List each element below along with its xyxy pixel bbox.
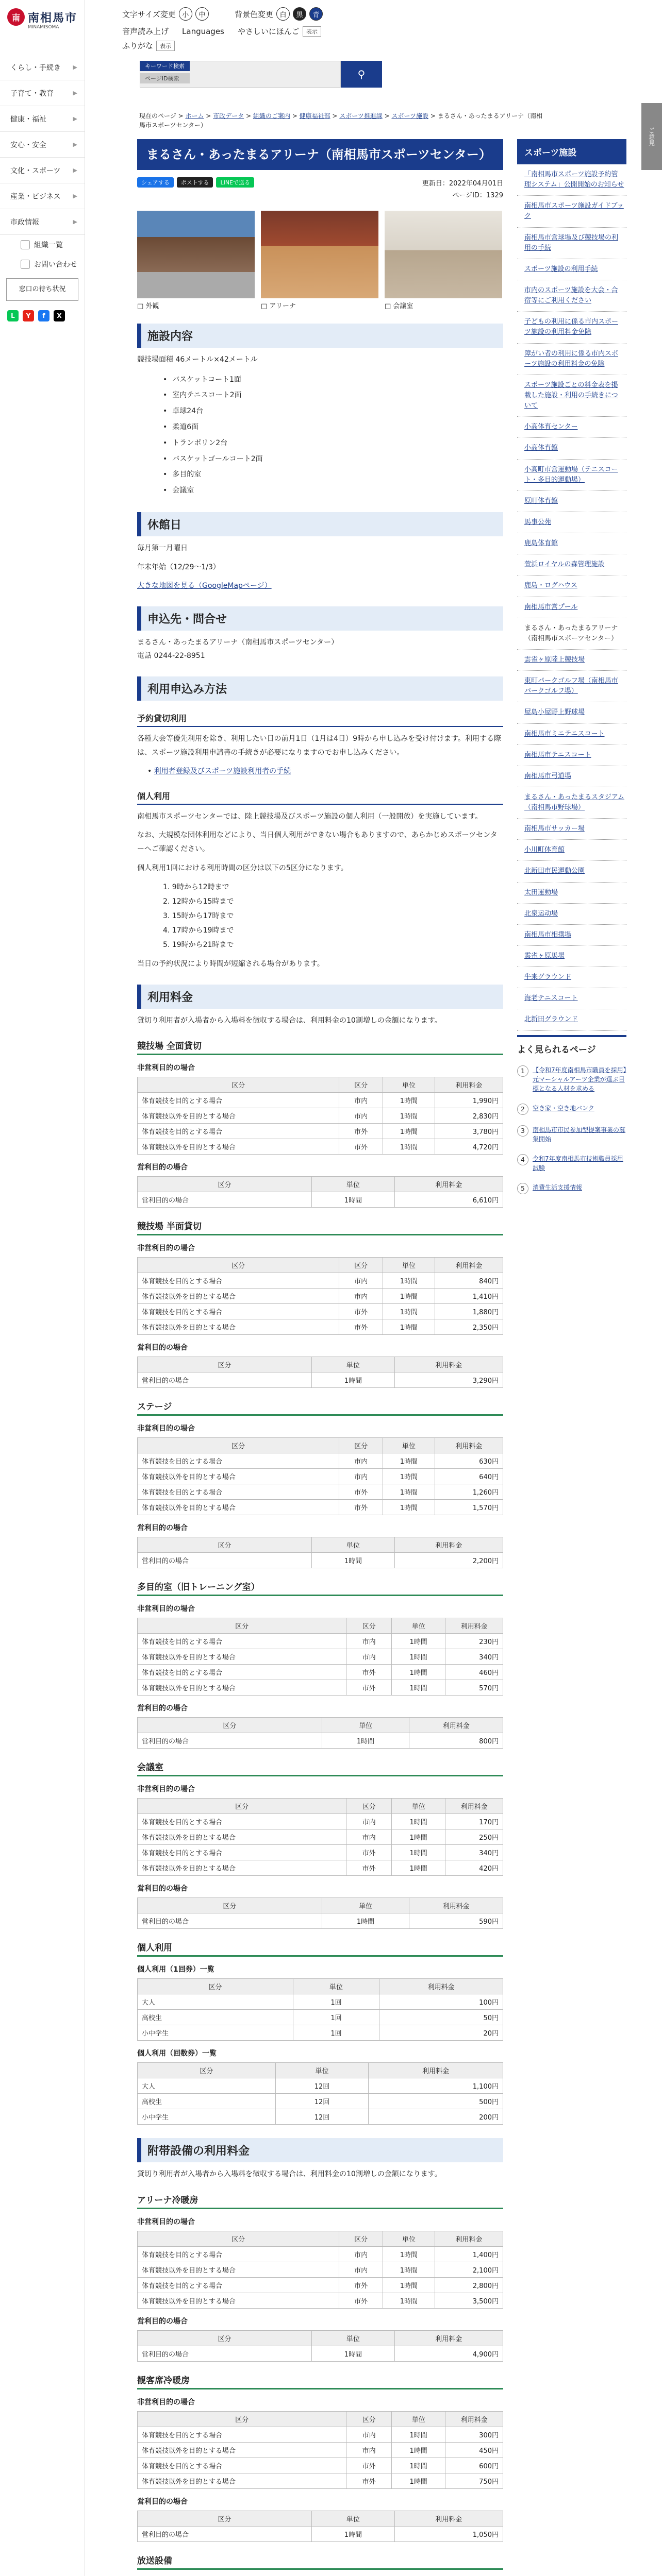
multi-room-heading: 多目的室（旧トレーニング室） [137,1580,503,1596]
menu-item[interactable]: くらし・手続き ▶ [0,55,85,80]
table-row: 体育競技以外を目的とする場合 市内 1時間 2,100円 [138,2262,503,2277]
photo-caption: □ アリーナ [261,302,296,310]
profit-label: 営利目的の場合 [137,1344,188,1352]
sidebar-link[interactable]: 南相馬市スポーツ施設ガイドブック [524,202,624,221]
section-fees: 利用料金 [137,985,503,1009]
line-share-button[interactable]: LINEで送る [216,177,254,188]
share-row [137,177,503,188]
chevron-right-icon: ▶ [73,193,77,199]
table-row: 体育競技以外を目的とする場合 市外 1時間 570円 [138,1680,503,1696]
popular-pages [517,1035,626,1199]
photo-arena [261,211,378,310]
sidebar-link[interactable]: 鹿島・ログハウス [524,582,577,590]
tab-keyword-search[interactable]: キーワード検索 [140,61,190,71]
sidebar-link[interactable]: 萱浜ロイヤルの森管理施設 [524,561,605,569]
chevron-right-icon: ▶ [73,141,77,148]
sidebar-link[interactable]: 小高町市営運動場（テニスコート・多目的運動場） [524,465,618,484]
facebook-share-button[interactable]: シェアする [137,177,174,188]
sidebar-item [517,650,626,671]
sidebar-item [517,460,626,491]
chevron-right-icon: ▶ [73,115,77,122]
sidebar-link[interactable]: 北新田市民運動公園 [524,867,585,875]
popular-title: よく見られるページ [517,1044,596,1055]
table-row: 体育競技以外を目的とする場合 市内 1時間 640円 [138,1469,503,1484]
closed-line: 年末年始（12/29～1/3） [137,563,220,571]
mail-icon [21,260,30,269]
sidebar-link[interactable]: 南相馬市テニスコート [524,751,591,759]
table-row: 体育競技以外を目的とする場合 市内 1時間 450円 [138,2442,503,2458]
guest-cooling-profit-table: 区分 単位 利用料金 営利目的の場合 1時間 1,050円 [137,2511,503,2542]
guest-cooling-heading: 観客席冷暖房 [137,2373,503,2389]
arena-all-table: 区分 区分 単位 利用料金 体育競技を目的とする場合 市内 1時間 1,990円 体育競技以外を目的とする場合 市内 1時間 2,830円 体育競技を目的とする場合 市外 1時間 3,780円 体育競技以外を目的とする場合 市外 1時間 4,720円 [137,1077,503,1155]
sidebar-link[interactable]: 子どもの利用に係る市内スポーツ施設の利用料金免除 [524,318,619,336]
sidebar-item [517,344,626,375]
left-navigation [0,0,85,2576]
list-item: • 会議室 [163,483,503,499]
profit-label: 営利目的の場合 [137,2497,188,2506]
non-profit-label: 非営利目的の場合 [137,1064,195,1073]
chevron-right-icon: ▶ [73,90,77,96]
profit-label: 営利目的の場合 [137,1524,188,1533]
meeting-room-image [385,211,502,298]
sidebar-link[interactable]: 太田運動場 [524,888,558,896]
sidebar-item [517,766,626,787]
page-id: ページID：1329 [452,192,503,199]
sidebar-item [517,375,626,417]
sidebar-item [517,967,626,988]
menu-item[interactable]: 健康・福祉 ▶ [0,106,85,132]
org-list-link[interactable]: 組織一覧 [0,235,85,255]
section-facility: 施設内容 [137,324,503,348]
breadcrumb-item[interactable]: スポーツ施設 [391,112,429,120]
list-item: • 多目的室 [163,467,503,483]
sns-links [0,305,85,327]
youtube-icon[interactable]: Y [23,310,34,321]
non-profit-label: 非営利目的の場合 [137,1605,195,1614]
facility-intro: 競技場面積 46メートル×42メートル [137,355,258,364]
page-title: まるさん・あったまるアリーナ（南相馬市スポーツセンター） [137,139,503,170]
stage-profit-table: 区分 単位 利用料金 営利目的の場合 1時間 2,200円 [137,1537,503,1568]
popular-item: 5 消費生活支援情報 [517,1178,626,1199]
search-icon: ⚲ [357,69,366,80]
sidebar-link[interactable]: 南相馬市営球場及び競技場の利用の手続 [524,233,619,252]
sidebar-item [517,988,626,1009]
photo-gallery [137,211,503,310]
menu-item[interactable]: 文化・スポーツ ▶ [0,158,85,183]
list-item: 3. 15時から17時まで [163,912,234,921]
table-row: 営利目的の場合 1時間 4,900円 [138,2346,503,2361]
table-row: 体育競技以外を目的とする場合 市内 1時間 340円 [138,1649,503,1665]
sidebar-item [517,925,626,946]
section-closed-days: 休館日 [137,512,503,536]
table-row: 体育競技以外を目的とする場合 市外 1時間 4,720円 [138,1139,503,1155]
time-slots [163,880,503,952]
table-row: 体育競技を目的とする場合 市内 1時間 170円 [138,1814,503,1829]
table-row: 営利目的の場合 1時間 800円 [138,1733,503,1749]
x-icon[interactable]: X [54,310,65,321]
x-share-button[interactable]: ポストする [177,177,213,188]
meeting-room-heading: 会議室 [137,1760,503,1776]
right-sidebar [517,139,626,1199]
reserve-heading: 予約貸切利用 [137,712,503,727]
sidebar-item [517,312,626,343]
sidebar-item [517,438,626,459]
photo-caption: □ 会議室 [385,302,413,310]
profit-label: 営利目的の場合 [137,1163,188,1172]
table-row: 体育競技を目的とする場合 市外 1時間 600円 [138,2458,503,2473]
apply-name: まるさん・あったまるアリーナ（南相馬市スポーツセンター） [137,638,339,647]
cooling-profit-table: 区分 単位 利用料金 営利目的の場合 1時間 4,900円 [137,2330,503,2362]
sidebar-link[interactable]: 小高体育センター [524,423,578,431]
sidebar-item-current [517,618,626,650]
popular-item: 3 南相馬市市民参加型提案事業の募集開始 [517,1120,626,1149]
table-row: 大人 12回 1,100円 [138,2078,503,2094]
search-button[interactable] [341,61,382,88]
table-row: 体育競技以外を目的とする場合 市外 1時間 3,500円 [138,2293,503,2308]
sidebar-link[interactable]: 小高体育館 [524,444,558,452]
font-mid-button[interactable]: 中 [195,7,209,21]
sidebar-item [517,491,626,512]
sidebar-link[interactable]: 小川町体育館 [524,846,565,854]
individual-pass-label: 個人利用（回数券）一覧 [137,2049,217,2058]
main-content: まるさん・あったまるアリーナ（南相馬市スポーツセンター） シェアする ポストする LINEで送る 更新日：2022年04月01日 ページID：1329 □ 外観 □ アリーナ □ 会議室 施設内容 競技場面積 46メートル×42メートル • バスケットコート1面 • 室内テニスコート2面 • 卓球24台 • 柔道6面 • トランポリン2台 • バスケットゴールコート2面 • 多目的室 • 会議室 休館日 毎月第一月曜日 年末年始（12/29～1/3） 大きな地図を見る（GoogleMapページ） 申込先・問合せ まるさん・あったまるアリーナ（南相馬市スポーツセンター） 電話 0244-22-8951 利用申込み方法 予約貸切利用 各種大会等優先利用を除き、利用したい日の前月1日（1月は4日）9時から申し込みを受け付けます。利用する際は、スポーツ施設利用申請書の手続きが必要になりますのでお申し込みください。 • 利用者登録及びスポーツ施設利用者の手続 個人利用 南相馬市スポーツセンターでは、陸上競技場及びスポーツ施設の個人利用（一般開放）を実施しています。 なお、大規模な団体利用などにより、当日個人利用ができない場合もありますので、あらかじめスポーツセンターへご確認ください。 個人利用1回における利用時間の区分は以下の5区分になります。 1. 9時から12時まで 2. 12時から15時まで 3. 15時から17時まで 4. 17時から19時まで 5. 19時から21時まで 当日の予約状況により時間が短縮される場合があります。 利用料金 貸切り利用者が入場者から入場料を徴収する場合は、利用料金の10割増しの金額になります。 競技場 全面貸切 非営利目的の場合 区分 区分 単位 利用料金 体育競技を目的とする場合 市内 1時間 1,990円 体育競技以外を目的とする場合 市内 1時間 2,830円 体育競技を目的とする場合 市外 1時間 3,780円 体育競技以外を目的とする場合 市外 1時間 4,720円 営利目的の場合 区分 単位 利用料金 営利目的の場合 1時間 6,610円 競技場 半面貸切 非営利目的の場合 区分 区分 単位 利用料金 体育競技を目的とする場合 市内 1時間 840円 体育競技以外を目的とする場合 市内 1時間 1,410円 体育競技を目的とする場合 市外 1時間 1,880円 体育競技以外を目的とする場合 市外 1時間 2,350円 営利目的の場合 区分 単位 利用料金 営利目的の場合 1時間 3,290円 ステージ 非営利目的の場合 区分 区分 単位 利用料金 体育競技を目的とする場合 市内 1時間 630円 体育競技以外を目的とする場合 市内 1時間 640円 体育競技を目的とする場合 市外 1時間 1,260円 体育競技以外を目的とする場合 市外 1時間 1,570円 営利目的の場合 区分 単位 利用料金 営利目的の場合 1時間 2,200円 多目的室（旧トレーニング室） 非営利目的の場合 区分 区分 単位 利用料金 体育競技を目的とする場合 市内 1時間 230円 体育競技以外を目的とする場合 市内 1時間 340円 体育競技を目的とする場合 市外 1時間 460円 体育競技以外を目的とする場合 市外 1時間 570円 営利目的の場合 区分 単位 利用料金 営利目的の場合 1時間 800円 会議室 非営利目的の場合 区分 区分 単位 利用料金 体育競技を目的とする場合 市内 1時間 170円 体育競技以外を目的とする場合 市内 1時間 250円 体育競技を目的とする場合 市外 1時間 340円 体育競技以外を目的とする場合 市外 1時間 420円 営利目的の場合 区分 単位 利用料金 営利目的の場合 1時間 590円 個人利用 個人利用（1回券）一覧 区分 単位 利用料金 大人 1回 100円 高校生 1回 50円 小中学生 1回 20円 個人利用（回数券）一覧 区分 単位 利用料金 大人 12回 1,100円 高校生 12回 500円 小中学生 12回 200円 附帯設備の利用料金 貸切り利用者が入場者から入場料を徴収する場合は、利用料金の10割増しの金額になります。 アリーナ冷暖房 非営利目的の場合 区分 区分 単位 利用料金 体育競技を目的とする場合 市内 1時間 1,400円 体育競技以外を目的とする場合 市内 1時間 2,100円 体育競技を目的とする場合 市外 1時間 2,800円 体育競技以外を目的とする場合 市外 1時間 3,500円 営利目的の場合 区分 単位 利用料金 営利目的の場合 1時間 4,900円 観客席冷暖房 非営利目的の場合 区分 区分 単位 利用料金 体育競技を目的とする場合 市内 1時間 300円 体育競技以外を目的とする場合 市内 1時間 450円 体育競技を目的とする場合 市外 1時間 600円 体育競技以外を目的とする場合 市外 1時間 750円 営利目的の場合 区分 単位 利用料金 営利目的の場合 1時間 1,050円 放送設備 [137,139,503,2576]
ruby-show-button[interactable]: 表示 [156,41,175,51]
sidebar-link[interactable]: 屋島小屋野上野球場 [524,708,585,717]
section-usage: 利用申込み方法 [137,676,503,701]
table-row: 体育競技以外を目的とする場合 市外 1時間 2,350円 [138,1319,503,1335]
list-item: • 柔道6面 [163,419,503,435]
cooling-table: 区分 区分 単位 利用料金 体育競技を目的とする場合 市内 1時間 1,400円 体育競技以外を目的とする場合 市内 1時間 2,100円 体育競技を目的とする場合 市外 1時間 2,800円 体育競技以外を目的とする場合 市外 1時間 3,500円 [137,2231,503,2309]
non-profit-label: 非営利目的の場合 [137,2398,195,2406]
list-item: • 室内テニスコート2面 [163,387,503,403]
popular-link[interactable]: 空き家・空き地バンク [533,1104,594,1112]
sidebar-link[interactable]: 馬事公苑 [524,518,552,526]
sidebar-item [517,554,626,575]
section-equipment-fees: 附帯設備の利用料金 [137,2138,503,2162]
table-row: 体育競技を目的とする場合 市外 1時間 3,780円 [138,1124,503,1139]
chevron-right-icon: ▶ [73,218,77,225]
breadcrumb-item[interactable]: 健康福祉部 [299,112,330,120]
sidebar-item [517,164,626,196]
sidebar-item [517,228,626,259]
arena-half-table: 区分 区分 単位 利用料金 体育競技を目的とする場合 市内 1時間 840円 体育競技以外を目的とする場合 市内 1時間 1,410円 体育競技を目的とする場合 市外 1時間 1,880円 体育競技以外を目的とする場合 市外 1時間 2,350円 [137,1257,503,1335]
table-row: 体育競技以外を目的とする場合 市外 1時間 420円 [138,1860,503,1876]
breadcrumb-item[interactable]: スポーツ推進課 [339,112,383,120]
table-row: 体育競技を目的とする場合 市内 1時間 1,400円 [138,2246,503,2262]
photo-exterior [137,211,255,310]
list-item: • バスケットゴールコート2面 [163,451,503,467]
arena-image [261,211,378,298]
list-item: 4. 17時から19時まで [163,926,234,935]
individual-day-table: 区分 単位 利用料金 大人 1回 100円 高校生 1回 50円 小中学生 1回 20円 [137,1978,503,2041]
popular-link[interactable]: 南相馬市市民参加型提案事業の募集開始 [533,1126,626,1143]
closed-line: 毎月第一月曜日 [137,544,188,552]
sidebar-item [517,533,626,554]
table-row: 体育競技を目的とする場合 市外 1時間 1,880円 [138,1304,503,1319]
individual-pass-table: 区分 単位 利用料金 大人 12回 1,100円 高校生 12回 500円 小中学生 12回 200円 [137,2062,503,2125]
sidebar-item [517,946,626,967]
popular-item: 4 令和7年度南相馬市技術職員採用試験 [517,1149,626,1178]
menu-item[interactable]: 安心・安全 ▶ [0,132,85,158]
chevron-right-icon: ▶ [73,167,77,174]
table-row: 小中学生 12回 200円 [138,2109,503,2125]
stage-heading: ステージ [137,1399,503,1416]
popular-link[interactable]: 【令和7年度南相馬市職員を採用】元マーシャルアーツ企業が選ぶ目標となる人材を求める [533,1066,626,1092]
table-row: 営利目的の場合 1時間 2,200円 [138,1553,503,1568]
sidebar-item [517,745,626,766]
table-row: 小中学生 1回 20円 [138,2025,503,2041]
table-row: 体育競技以外を目的とする場合 市内 1時間 250円 [138,1829,503,1845]
table-row: 体育競技を目的とする場合 市内 1時間 840円 [138,1273,503,1289]
sidebar-item [517,196,626,227]
table-row: 体育競技を目的とする場合 市外 1時間 340円 [138,1845,503,1860]
times-note: 当日の予約状況により時間が短縮される場合があります。 [137,960,324,969]
tab-page-id-search[interactable]: ページID検索 [140,73,190,83]
meeting-room-profit-table: 区分 単位 利用料金 営利目的の場合 1時間 590円 [137,1897,503,1929]
font-small-button[interactable]: 小 [179,7,192,21]
menu-item[interactable]: 産業・ビジネス ▶ [0,183,85,209]
easy-japanese-show-button[interactable]: 表示 [303,26,321,37]
sidebar-link[interactable]: 南相馬市弓道場 [524,772,572,780]
sidebar-item [517,1009,626,1030]
table-row: 体育競技を目的とする場合 市外 1時間 460円 [138,1665,503,1680]
list-item: • トランポリン2台 [163,435,503,451]
sidebar-link[interactable]: 南相馬市サッカー場 [524,825,585,833]
table-row: 高校生 12回 500円 [138,2094,503,2109]
sidebar-item [517,702,626,723]
window-wait-status-button[interactable]: 窓口の待ち状況 [6,278,78,301]
breadcrumb: 現在のページ > ホーム > 市政データ > 組織のご案内 > 健康福祉部 > スポーツ推進課 > スポーツ施設 > まるさん・あったまるアリーナ（南相馬市スポーツセンター） [139,112,543,129]
table-row: 体育競技を目的とする場合 市内 1時間 1,990円 [138,1093,503,1108]
reserve-text: 各種大会等優先利用を除き、利用したい日の前月1日（1月は4日）9時から申し込みを受け付けます。利用する際は、スポーツ施設利用申請書の手続きが必要になりますのでお申し込みください。 [137,734,501,757]
line-icon[interactable]: L [7,310,19,321]
arena-half-profit-table: 区分 単位 利用料金 営利目的の場合 1時間 3,290円 [137,1357,503,1388]
sidebar-link[interactable]: 鹿島体育館 [524,539,558,548]
individual-text: 個人利用1回における利用時間の区分は以下の5区分になります。 [137,863,348,872]
easy-japanese-link[interactable]: やさしいにほんご [237,27,300,36]
sidebar-link[interactable]: 障がい者の利用に係る市内スポーツ施設の利用料金の免除 [524,349,619,368]
table-row: 体育競技以外を目的とする場合 市内 1時間 2,830円 [138,1108,503,1124]
main-menu [0,55,85,235]
font-size-label: 文字サイズ変更 [122,9,176,19]
languages-link[interactable]: Languages [182,26,224,36]
individual-fee-heading: 個人利用 [137,1940,503,1957]
sidebar-title: スポーツ施設 [517,139,626,164]
non-profit-label: 非営利目的の場合 [137,2217,195,2226]
sidebar-link[interactable]: まるさん・あったまるスタジアム（南相馬市野球場） [524,793,624,812]
sidebar-link[interactable]: 南相馬市営プール [524,603,578,611]
sidebar-item [517,861,626,882]
list-item: 2. 12時から15時まで [163,897,234,906]
table-row: 体育競技を目的とする場合 市外 1時間 2,800円 [138,2277,503,2293]
stage-table: 区分 区分 単位 利用料金 体育競技を目的とする場合 市内 1時間 630円 体育競技以外を目的とする場合 市内 1時間 640円 体育競技を目的とする場合 市外 1時間 1,260円 体育競技以外を目的とする場合 市外 1時間 1,570円 [137,1437,503,1515]
sidebar-link[interactable]: 牛来グラウンド [524,973,572,981]
color-black-button[interactable]: 黒 [293,7,306,21]
sidebar-link[interactable]: 市内のスポーツ施設を大会・合宿等にご利用ください [524,286,618,305]
sidebar-link[interactable]: 雲雀ヶ原馬場 [524,952,565,960]
color-label: 背景色変更 [235,9,274,19]
read-aloud-link[interactable]: 音声読み上げ [122,27,169,36]
sidebar-item [517,724,626,745]
table-row: 営利目的の場合 1時間 6,610円 [138,1192,503,1208]
breadcrumb-label: 現在のページ [139,112,176,120]
table-row: 高校生 1回 50円 [138,2010,503,2025]
individual-text: なお、大規模な団体利用などにより、当日個人利用ができない場合もありますので、あらかじめスポーツセンターへご確認ください。 [137,831,498,853]
meeting-room-table: 区分 区分 単位 利用料金 体育競技を目的とする場合 市内 1時間 170円 体育競技以外を目的とする場合 市内 1時間 250円 体育競技を目的とする場合 市外 1時間 340円 体育競技以外を目的とする場合 市外 1時間 420円 [137,1798,503,1876]
chevron-right-icon: ▶ [73,64,77,71]
logo-mark: 南 [7,8,25,26]
list-item: 1. 9時から12時まで [163,883,229,892]
contact-link[interactable]: お問い合わせ [0,255,85,274]
arena-all-heading: 競技場 全面貸切 [137,1039,503,1055]
facility-list [163,372,503,499]
photo-meeting-room [385,211,502,310]
exterior-image [137,211,255,298]
photo-caption: □ 外観 [137,302,159,310]
popular-item: 2 空き家・空き地バンク [517,1098,626,1120]
sidebar-item [517,671,626,702]
sidebar-item [517,259,626,280]
arena-all-profit-table: 区分 単位 利用料金 営利目的の場合 1時間 6,610円 [137,1176,503,1208]
profit-label: 営利目的の場合 [137,1704,188,1713]
sidebar-link[interactable]: 原町体育館 [524,497,558,505]
breadcrumb-item[interactable]: 組織のご案内 [253,112,290,120]
sidebar-item [517,512,626,533]
updated-date: 更新日：2022年04月01日 [422,179,503,188]
arena-half-heading: 競技場 半面貸切 [137,1219,503,1235]
section-apply: 申込先・問合せ [137,606,503,631]
sidebar-item [517,280,626,312]
profit-label: 営利目的の場合 [137,2317,188,2326]
broadcast-heading: 放送設備 [137,2553,503,2570]
sidebar-item [517,417,626,438]
list-item: • バスケットコート1面 [163,372,503,388]
menu-item[interactable]: 市政情報 ▶ [0,209,85,235]
table-row: 営利目的の場合 1時間 590円 [138,1913,503,1929]
individual-day-label: 個人利用（1回券）一覧 [137,1965,214,1974]
sidebar-link[interactable]: 南相馬市ミニテニスコート [524,730,605,738]
sidebar-link[interactable]: スポーツ施設ごとの料金表を掲載した施設・利用の手続きについて [524,381,618,410]
feedback-tab[interactable]: ご意見 [641,103,662,170]
sidebar-item [517,575,626,597]
guest-cooling-table: 区分 区分 単位 利用料金 体育競技を目的とする場合 市内 1時間 300円 体育競技以外を目的とする場合 市内 1時間 450円 体育競技を目的とする場合 市外 1時間 600円 体育競技以外を目的とする場合 市外 1時間 750円 [137,2411,503,2489]
breadcrumb-home[interactable]: ホーム [185,112,204,120]
table-row: 営利目的の場合 1時間 1,050円 [138,2526,503,2541]
table-row: 体育競技を目的とする場合 市内 1時間 300円 [138,2427,503,2442]
sidebar-item [517,840,626,861]
sidebar-link[interactable]: 海老テニスコート [524,994,578,1003]
table-row: 体育競技以外を目的とする場合 市外 1時間 1,570円 [138,1500,503,1515]
table-row: 体育競技以外を目的とする場合 市内 1時間 1,410円 [138,1289,503,1304]
breadcrumb-item[interactable]: 市政データ [213,112,244,120]
sidebar-item [517,819,626,840]
org-icon [21,240,30,249]
list-item: • 卓球24台 [163,403,503,419]
non-profit-label: 非営利目的の場合 [137,1425,195,1433]
non-profit-label: 非営利目的の場合 [137,1244,195,1253]
header [85,0,662,93]
sidebar-item [517,883,626,904]
table-row: 体育競技以外を目的とする場合 市外 1時間 750円 [138,2473,503,2488]
table-row: 営利目的の場合 1時間 3,290円 [138,1372,503,1388]
sidebar-item [517,787,626,819]
fee-note: 貸切り利用者が入場者から入場料を徴収する場合は、利用料金の10割増しの金額になります。 [137,1016,442,1025]
site-logo[interactable] [0,0,85,26]
facebook-icon[interactable]: f [38,310,49,321]
sidebar-item [517,597,626,618]
sidebar-link[interactable]: 北新田グラウンド [524,1015,578,1024]
sidebar-link[interactable]: 東町パークゴルフ場（南相馬市パークゴルフ場） [524,677,618,696]
ruby-label: ふりがな [122,41,154,50]
cooling-heading: アリーナ冷暖房 [137,2193,503,2209]
table-row: 体育競技を目的とする場合 市外 1時間 1,260円 [138,1484,503,1500]
sidebar-list [517,164,626,1031]
sidebar-current: まるさん・あったまるアリーナ（南相馬市スポーツセンター） [524,624,618,642]
menu-item[interactable]: 子育て・教育 ▶ [0,80,85,106]
non-profit-label: 非営利目的の場合 [137,1785,195,1794]
sidebar-link[interactable]: 雲雀ヶ原陸上競技場 [524,655,585,664]
apply-phone: 電話 0244-22-8951 [137,652,205,660]
table-row: 体育競技を目的とする場合 市内 1時間 630円 [138,1453,503,1469]
popular-link[interactable]: 消費生活支援情報 [533,1183,583,1191]
table-row: 体育競技を目的とする場合 市内 1時間 230円 [138,1634,503,1649]
site-name: 南相馬市 [28,11,78,25]
table-row: 大人 1回 100円 [138,1994,503,2010]
reserve-link[interactable]: 利用者登録及びスポーツ施設利用者の手続 [154,767,291,776]
popular-link[interactable]: 令和7年度南相馬市技術職員採用試験 [533,1155,623,1172]
multi-room-table: 区分 区分 単位 利用料金 体育競技を目的とする場合 市内 1時間 230円 体育競技以外を目的とする場合 市内 1時間 340円 体育競技を目的とする場合 市外 1時間 460円 体育競技以外を目的とする場合 市外 1時間 570円 [137,1618,503,1696]
search-tabs [140,61,190,83]
sidebar-link[interactable]: 北泉运动場 [524,909,558,918]
breadcrumb-current: まるさん・あったまるアリーナ（南相馬市スポーツセンター） [139,112,543,129]
color-white-button[interactable]: 白 [276,7,290,21]
multi-room-profit-table: 区分 単位 利用料金 営利目的の場合 1時間 800円 [137,1717,503,1749]
list-item: 5. 19時から21時まで [163,941,234,950]
sidebar-link[interactable]: 「南相馬市スポーツ施設予約管理システム」公開開始のお知らせ [524,171,624,189]
popular-item: 1 【令和7年度南相馬市職員を採用】元マーシャルアーツ企業が選ぶ目標となる人材を求める [517,1060,626,1098]
individual-heading: 個人利用 [137,790,503,805]
map-link[interactable]: 大きな地図を見る（GoogleMapページ） [137,582,272,590]
sidebar-link[interactable]: 南相馬市相撲場 [524,930,572,939]
individual-text: 南相馬市スポーツセンターでは、陸上競技場及びスポーツ施設の個人利用（一般開放）を実施しています。 [137,812,483,821]
sidebar-link[interactable]: スポーツ施設の利用手続 [524,265,598,273]
profit-label: 営利目的の場合 [137,1885,188,1893]
site-name-sub: MINAMISOMA [28,25,59,30]
sidebar-item [517,904,626,925]
color-blue-button[interactable]: 青 [309,7,323,21]
equipment-note: 貸切り利用者が入場者から入場料を徴収する場合は、利用料金の10割増しの金額になります。 [137,2170,442,2179]
